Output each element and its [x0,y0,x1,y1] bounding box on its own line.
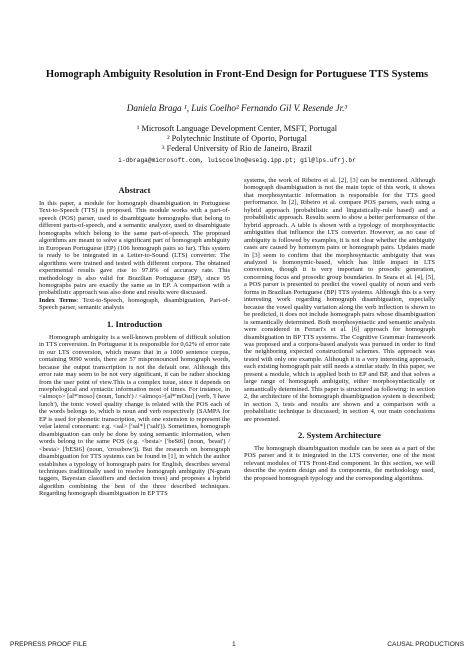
footer-publisher: CAUSAL PRODUCTIONS [387,641,464,648]
footer-proof-label: PREPRESS PROOF FILE [10,641,87,648]
affiliation-3: ³ Federal University of Rio de Janeiro, Brazil [162,144,312,154]
page-number: 1 [232,641,236,648]
abstract-heading: Abstract [118,185,151,195]
abstract-body: In this paper, a module for homograph disambiguation in Portuguese Text-to-Speech (TTS) is proposed. This module works with a part-of-speech (POS) parser, used to disambiguate homographs that belong to different parts-of-speech, and a semantic analyzer, used to disambiguate homographs which belong to the same part-of-speech. The proposed algorithms are meant to solve a significant part of homograph ambiguity in European Portuguese (EP) (106 homograph pairs so far). This system is ready to be integrated in a Letter-to-Sound (LTS) converter. The algorithms were trained and tested with different corpora. The obtained experimental results gave rise to 97.8% of accuracy rate. This methodology is also valid for Brazilian Portuguese (BP), since 95 homographs pairs are exactly the same as in EP. A comparison with a probabilistic approach was also done and results were discussed. [39,200,230,297]
affiliations [30,124,444,155]
index-terms-label: Index Terms [39,296,77,304]
author-list: Daniela Braga ¹, Luis Coelho² Fernando Gil V. Resende Jr.³ [126,103,348,113]
index-terms [39,297,230,312]
affiliation-2: ² Polytechnic Institute of Oporto, Portugal [167,134,307,144]
intro-body: Homograph ambiguity is a well-known problem of difficult solution in TTS conversion. In Portuguese it is responsible for 0,62% of error rate in our LTS conversion, which means that in a 1000 sentence corpus, containing 9090 words, there are 57 mispronounced homograph words, because the output transcription is not the default one. Although this error rate may seem to be not very significant, it can be rather shocking from the user point of view.This is a complex issue, since it depends on morphological and syntactic information most of times. For instance, in <almoço> [al*'moso] (noun, 'lunch') / <almoço>[al*'mOsu] (verb, 'I have lunch'), the tonic vowel quality change is related with the POS each of the words belongs to, which is noun and verb respectively (SAMPA for EP is used for phonetic transcription, with one extension to represent the velar lateral consonant: e.g. <sal> ['sal*] ('salt')). Sometimes, homograph disambiguation can only be done by using semantic information, when words belong to the same POS (e.g. <besta> ['beSt6] (noun, 'beast') / <besta> ['bESt6] (noun, 'crossbow')). But the research on homograph disambiguation for TTS systems can be found in [1], in which the author establishes a typology of homograph pairs for English, describes several techniques traditionally used to resolve homograph ambiguity (N-gram taggers, Bayesian classifiers and decision trees) and proposes a hybrid algorithm combining the best of the three described techniques. Regarding homograph disambiguation in EP TTS [39,333,230,498]
system-architecture-body: The homograph disambiguation module can be seen as a part of the POS parser and it is integrated in the LTS converter, one of the most relevant modules of TTS Front-End component. In this section, we will describe the system design and its components, the methodology used, the proposed homograph typology and the corresponding algorithms. [244,444,435,482]
affiliation-1: ¹ Microsoft Language Development Center, MSFT, Portugal [136,124,338,133]
author-emails: i-dbraga@microsoft.com, luiscoelho@eseig.ipp.pt; gil@lps.ufrj.br [118,157,356,164]
intro-heading: 1. Introduction [106,318,163,329]
left-column [39,182,230,498]
index-terms-text: : Text-to-Speech, homograph, disambiguation, Part-of-Speech parser, semantic analysis [39,296,231,312]
paper-title: Homograph Ambiguity Resolution in Front-End Design for Portuguese TTS Systems [45,69,429,80]
right-column [244,177,435,482]
system-architecture-heading: 2. System Architecture [298,429,381,440]
page-footer [0,641,474,653]
intro-continued-body: systems, the work of Ribeiro et al. [2], [3] can be mentioned. Although homograph disambiguation is not the main topic of this work, it shows that morphosyntactic information is responsible for the TTS good performance. In [2], Ribeiro et al. compare POS parsers, each using a hybrid approach (probabilistic and linguistically-rule based) and a probabilistic approach. Results seem to show a better performance of the hybrid approach. A table is shown with a typology of morphosyntactic ambiguities that influence the LTS converter. However, as no case of ambiguity is followed by examples, it is not clear whether the ambiguity cases are caused by homonym pairs or homograph pairs. Updates made in [3] seem to confirm that the morphosyntactic ambiguity that was analyzed is homonymic-based, which has little impact in LTS conversion, though it is very important to prosodic generation, concerning focus and prosodic group boundaries. In Seara et al. [4], [5], a POS parser is presented to predict the vowel quality of noun and verb forms in Brazilian Portuguese (BP) TTS systems. Although this is a very interesting work regarding homograph disambiguation, especially because the vowel quality variation along the verb inflection is shown to be predicted, it does not include homograph pairs whose disambiguation is semantically determined. Both morphosyntactic and semantic analysis were considered in Ferrari's et al. [6] approach for homograph disambiguation in BP TTS systems. The Cognitive Grammar framework was proposed and a corpora-based analysis was pursued in order to find the neighboring expected constructional schemes. This approach was tested with only one example. Although it is a very interesting approach, each existing homograph pair still needs a similar study. In this paper, we present a module, which is applied both to EP and BP, and that solves a large range of homograph ambiguity, either morphosyntactically or semantically determined. This paper is structured as following: in section 2, the architecture of the homograph disambiguation system is described; in section 3, tests and results are shown and a comparison with a probabilistic technique is discussed; in section 4, our main conclusions are presented. [244,177,435,423]
